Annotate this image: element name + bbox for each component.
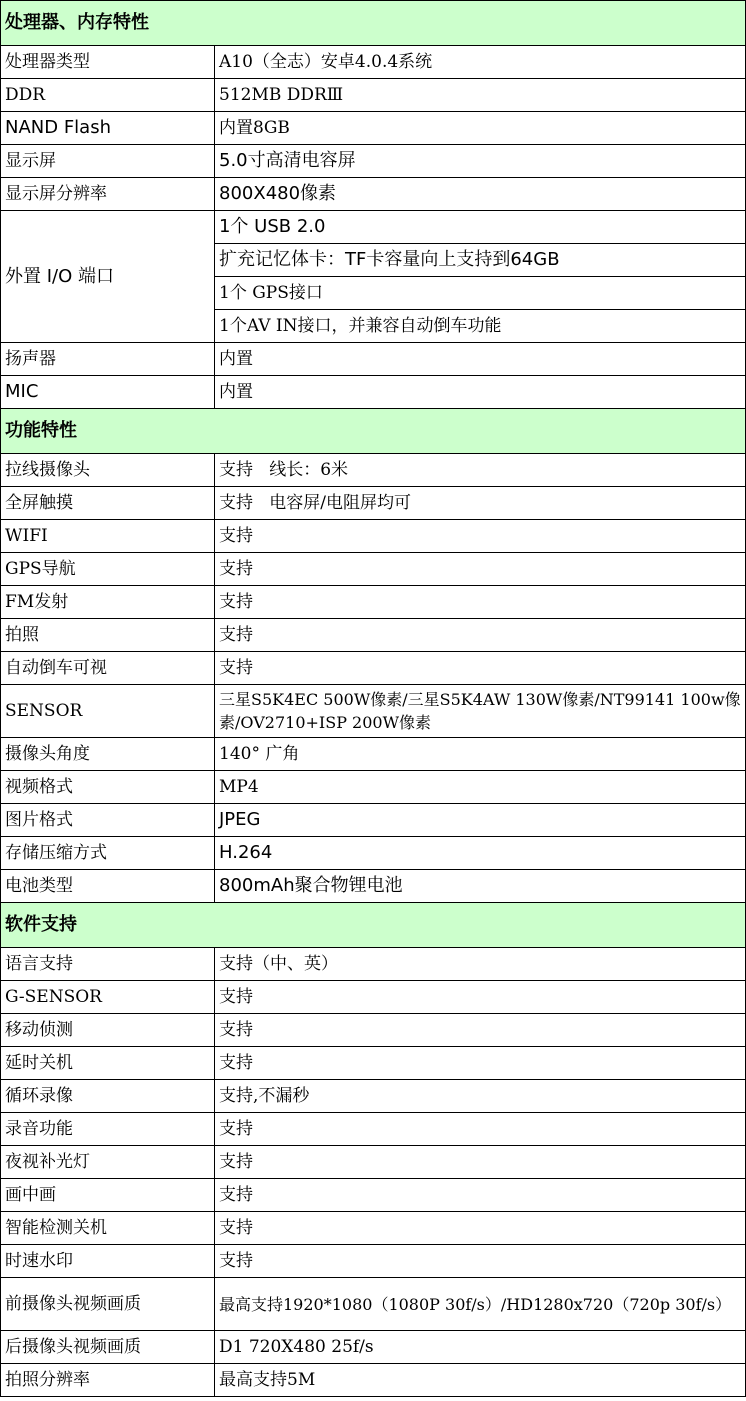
spec-value: 支持	[215, 520, 746, 553]
table-row	[1, 1179, 746, 1212]
spec-value: 5.0寸高清电容屏	[215, 145, 746, 178]
spec-value: 支持,不漏秒	[215, 1080, 746, 1113]
table-row	[1, 1245, 746, 1278]
table-row	[1, 145, 746, 178]
table-row	[1, 870, 746, 903]
spec-value: JPEG	[215, 804, 746, 837]
spec-value: 内置	[215, 343, 746, 376]
spec-value: 扩充记忆体卡：TF卡容量向上支持到64GB	[215, 244, 746, 277]
spec-label: FM发射	[1, 586, 215, 619]
spec-label: 夜视补光灯	[1, 1146, 215, 1179]
table-row	[1, 804, 746, 837]
spec-value: A10（全志）安卓4.0.4系统	[215, 46, 746, 79]
spec-label: 拉线摄像头	[1, 454, 215, 487]
spec-label: 循环录像	[1, 1080, 215, 1113]
spec-label: 语言支持	[1, 948, 215, 981]
section-header-row	[1, 903, 746, 948]
table-row	[1, 487, 746, 520]
spec-label: DDR	[1, 79, 215, 112]
spec-label-io: 外置 I/O 端口	[1, 211, 215, 343]
spec-label: 自动倒车可视	[1, 652, 215, 685]
section-header-row	[1, 1, 746, 46]
spec-value: 支持	[215, 1245, 746, 1278]
table-row	[1, 553, 746, 586]
table-row	[1, 454, 746, 487]
table-row	[1, 619, 746, 652]
table-row	[1, 1014, 746, 1047]
spec-value: 支持	[215, 553, 746, 586]
spec-value: 内置	[215, 376, 746, 409]
spec-value: MP4	[215, 771, 746, 804]
spec-value: 支持	[215, 652, 746, 685]
spec-value: 支持 电容屏/电阻屏均可	[215, 487, 746, 520]
spec-value: 支持 线长：6米	[215, 454, 746, 487]
table-row	[1, 738, 746, 771]
section-title-software: 软件支持	[1, 903, 746, 948]
spec-label: 画中画	[1, 1179, 215, 1212]
spec-label: 视频格式	[1, 771, 215, 804]
spec-value: 支持	[215, 1047, 746, 1080]
section-header-row	[1, 409, 746, 454]
spec-value: 1个 GPS接口	[215, 277, 746, 310]
section-title-processor: 处理器、内存特性	[1, 1, 746, 46]
spec-value: 800mAh聚合物锂电池	[215, 870, 746, 903]
table-row	[1, 1113, 746, 1146]
spec-label: GPS导航	[1, 553, 215, 586]
spec-value: 支持	[215, 1179, 746, 1212]
spec-value: 内置8GB	[215, 112, 746, 145]
spec-label: 摄像头角度	[1, 738, 215, 771]
table-row	[1, 771, 746, 804]
spec-label: 显示屏	[1, 145, 215, 178]
table-row	[1, 1080, 746, 1113]
spec-value: 1个AV IN接口，并兼容自动倒车功能	[215, 310, 746, 343]
table-row	[1, 1364, 746, 1397]
table-row	[1, 1146, 746, 1179]
table-row	[1, 520, 746, 553]
table-row	[1, 79, 746, 112]
spec-label: 时速水印	[1, 1245, 215, 1278]
spec-label: 图片格式	[1, 804, 215, 837]
table-row	[1, 343, 746, 376]
table-row	[1, 1047, 746, 1080]
spec-value: D1 720X480 25f/s	[215, 1331, 746, 1364]
table-row	[1, 112, 746, 145]
spec-value: 支持	[215, 1212, 746, 1245]
spec-value: 支持	[215, 619, 746, 652]
spec-value: 1个 USB 2.0	[215, 211, 746, 244]
spec-value: 三星S5K4EC 500W像素/三星S5K4AW 130W像素/NT99141 100w像素/OV2710+ISP 200W像素	[215, 685, 746, 738]
spec-label: 前摄像头视频画质	[1, 1278, 215, 1331]
section-title-features: 功能特性	[1, 409, 746, 454]
table-row	[1, 211, 746, 244]
spec-label: 录音功能	[1, 1113, 215, 1146]
table-row	[1, 837, 746, 870]
spec-label: 后摄像头视频画质	[1, 1331, 215, 1364]
spec-label: 移动侦测	[1, 1014, 215, 1047]
spec-label: WIFI	[1, 520, 215, 553]
spec-value: 支持	[215, 981, 746, 1014]
spec-value: 支持	[215, 1014, 746, 1047]
spec-label: G-SENSOR	[1, 981, 215, 1014]
table-row	[1, 948, 746, 981]
spec-value: 支持	[215, 586, 746, 619]
spec-value: 140° 广角	[215, 738, 746, 771]
table-row	[1, 981, 746, 1014]
spec-label: 处理器类型	[1, 46, 215, 79]
spec-value: 支持	[215, 1113, 746, 1146]
spec-label: 电池类型	[1, 870, 215, 903]
spec-value: 支持（中、英）	[215, 948, 746, 981]
spec-label: 全屏触摸	[1, 487, 215, 520]
spec-value: 最高支持1920*1080（1080P 30f/s）/HD1280x720（720p 30f/s）	[215, 1278, 746, 1331]
table-row	[1, 178, 746, 211]
table-row	[1, 1331, 746, 1364]
spec-label: 拍照分辨率	[1, 1364, 215, 1397]
spec-value: 最高支持5M	[215, 1364, 746, 1397]
table-row	[1, 586, 746, 619]
spec-label: 显示屏分辨率	[1, 178, 215, 211]
table-row	[1, 376, 746, 409]
spec-value: 512MB DDRⅢ	[215, 79, 746, 112]
spec-label: NAND Flash	[1, 112, 215, 145]
table-row	[1, 1212, 746, 1245]
table-row	[1, 685, 746, 738]
spec-value: 800X480像素	[215, 178, 746, 211]
table-row	[1, 1278, 746, 1331]
spec-value: H.264	[215, 837, 746, 870]
spec-label: MIC	[1, 376, 215, 409]
table-row	[1, 652, 746, 685]
spec-label: 扬声器	[1, 343, 215, 376]
table-row	[1, 46, 746, 79]
spec-label: SENSOR	[1, 685, 215, 738]
spec-label: 智能检测关机	[1, 1212, 215, 1245]
spec-label: 拍照	[1, 619, 215, 652]
spec-value: 支持	[215, 1146, 746, 1179]
spec-label: 存储压缩方式	[1, 837, 215, 870]
spec-label: 延时关机	[1, 1047, 215, 1080]
